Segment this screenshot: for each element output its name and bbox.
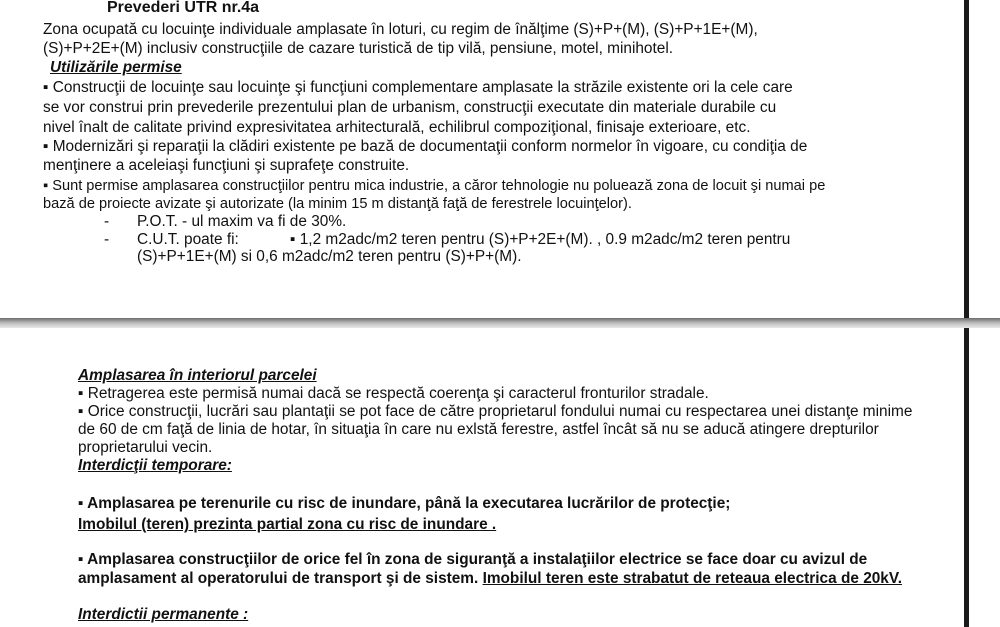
flood-line: ▪ Amplasarea pe terenurile cu risc de inundare, până la executarea lucrărilor de protecţie;: [78, 495, 731, 512]
placement-line-2: ▪ Orice construcţii, lucrări sau plantaţii se pot face de către proprietarul fondului numai cu respectarea unei distanţe minime: [78, 403, 913, 420]
page-2-right-edge: [964, 328, 969, 627]
placement-line-3: de 60 de cm faţă de linia de hotar, în situaţia în care nu exlstă ferestre, astfel încât să nu se aducă atingere drepturilor: [78, 421, 879, 438]
page-separator: [0, 318, 1000, 328]
permitted-line-4: ▪ Modernizări şi reparaţii la clădiri existente pe bază de documentaţii conform normelor în vigoare, cu condiţia de: [43, 138, 808, 155]
permitted-line-1: ▪ Construcţii de locuinţe sau locuinţe şi funcţiuni complementare amplasate la străzile existente ori la cele care: [43, 79, 793, 96]
page-2: [0, 328, 1000, 627]
electric-line-2-a: amplasament al operatorului de transport şi de sistem.: [78, 570, 479, 587]
pot-text: P.O.T. - ul maxim va fi de 30%.: [137, 213, 347, 230]
temporary-heading: Interdicţii temporare:: [78, 457, 232, 474]
placement-line-1: ▪ Retragerea este permisă numai dacă se respectă coerenţa şi caracterul fronturilor stradale.: [78, 385, 709, 402]
flood-note: Imobilul (teren) prezinta partial zona cu risc de inundare .: [78, 516, 497, 533]
industry-line-2: bază de proiecte avizate şi autorizate (la minim 15 m distanţă faţă de ferestrele locuinţelor).: [43, 196, 632, 212]
permitted-line-3: nivel înalt de calitate privind expresivitatea arhitecturală, echilibrul compoziţional, finisaje exterioare, etc.: [43, 119, 751, 136]
electric-line-1: ▪ Amplasarea construcţiilor de orice fel în zona de siguranţă a instalaţiilor electrice se face doar cu avizul de: [78, 551, 868, 568]
cut-text-2: (S)+P+1E+(M) si 0,6 m2adc/m2 teren pentru (S)+P+(M).: [137, 248, 522, 265]
cut-text: ▪ 1,2 m2adc/m2 teren pentru (S)+P+2E+(M). , 0.9 m2adc/m2 teren pentru: [290, 231, 791, 248]
electric-line-2-b: Imobilul teren este strabatut de reteaua electrica de 20kV.: [482, 570, 902, 587]
cut-label: C.U.T. poate fi:: [137, 231, 239, 248]
intro-line-2: (S)+P+2E+(M) inclusiv construcţiile de cazare turistică de tip vilă, pensiune, motel, minihotel.: [43, 40, 674, 57]
permanent-heading: Interdictii permanente :: [78, 606, 249, 623]
placement-line-4: proprietarului vecin.: [78, 439, 213, 456]
industry-line-1: ▪ Sunt permise amplasarea construcţiilor pentru mica industrie, a căror tehnologie nu poluează zona de locuit şi numai pe: [43, 178, 826, 194]
electric-line-2: [78, 569, 902, 588]
placement-heading: Amplasarea în interiorul parcelei: [78, 367, 317, 384]
permitted-line-5: menţinere a aceleiaşi funcţiuni şi suprafeţe construite.: [43, 157, 410, 174]
pot-dash: -: [104, 213, 110, 230]
utr-heading: Prevederi UTR nr.4a: [107, 0, 260, 16]
permitted-line-2: se vor construi prin prevederile prezentului plan de urbanism, construcţii executate din materiale durabile cu: [43, 99, 777, 116]
cut-dash: -: [104, 231, 110, 248]
page-1-right-edge: [964, 0, 969, 318]
permitted-heading: Utilizările permise: [50, 59, 182, 76]
intro-line-1: Zona ocupată cu locuinţe individuale amplasate în loturi, cu regim de înălţime (S)+P+(M), (S)+P+1E+(M),: [43, 21, 758, 38]
